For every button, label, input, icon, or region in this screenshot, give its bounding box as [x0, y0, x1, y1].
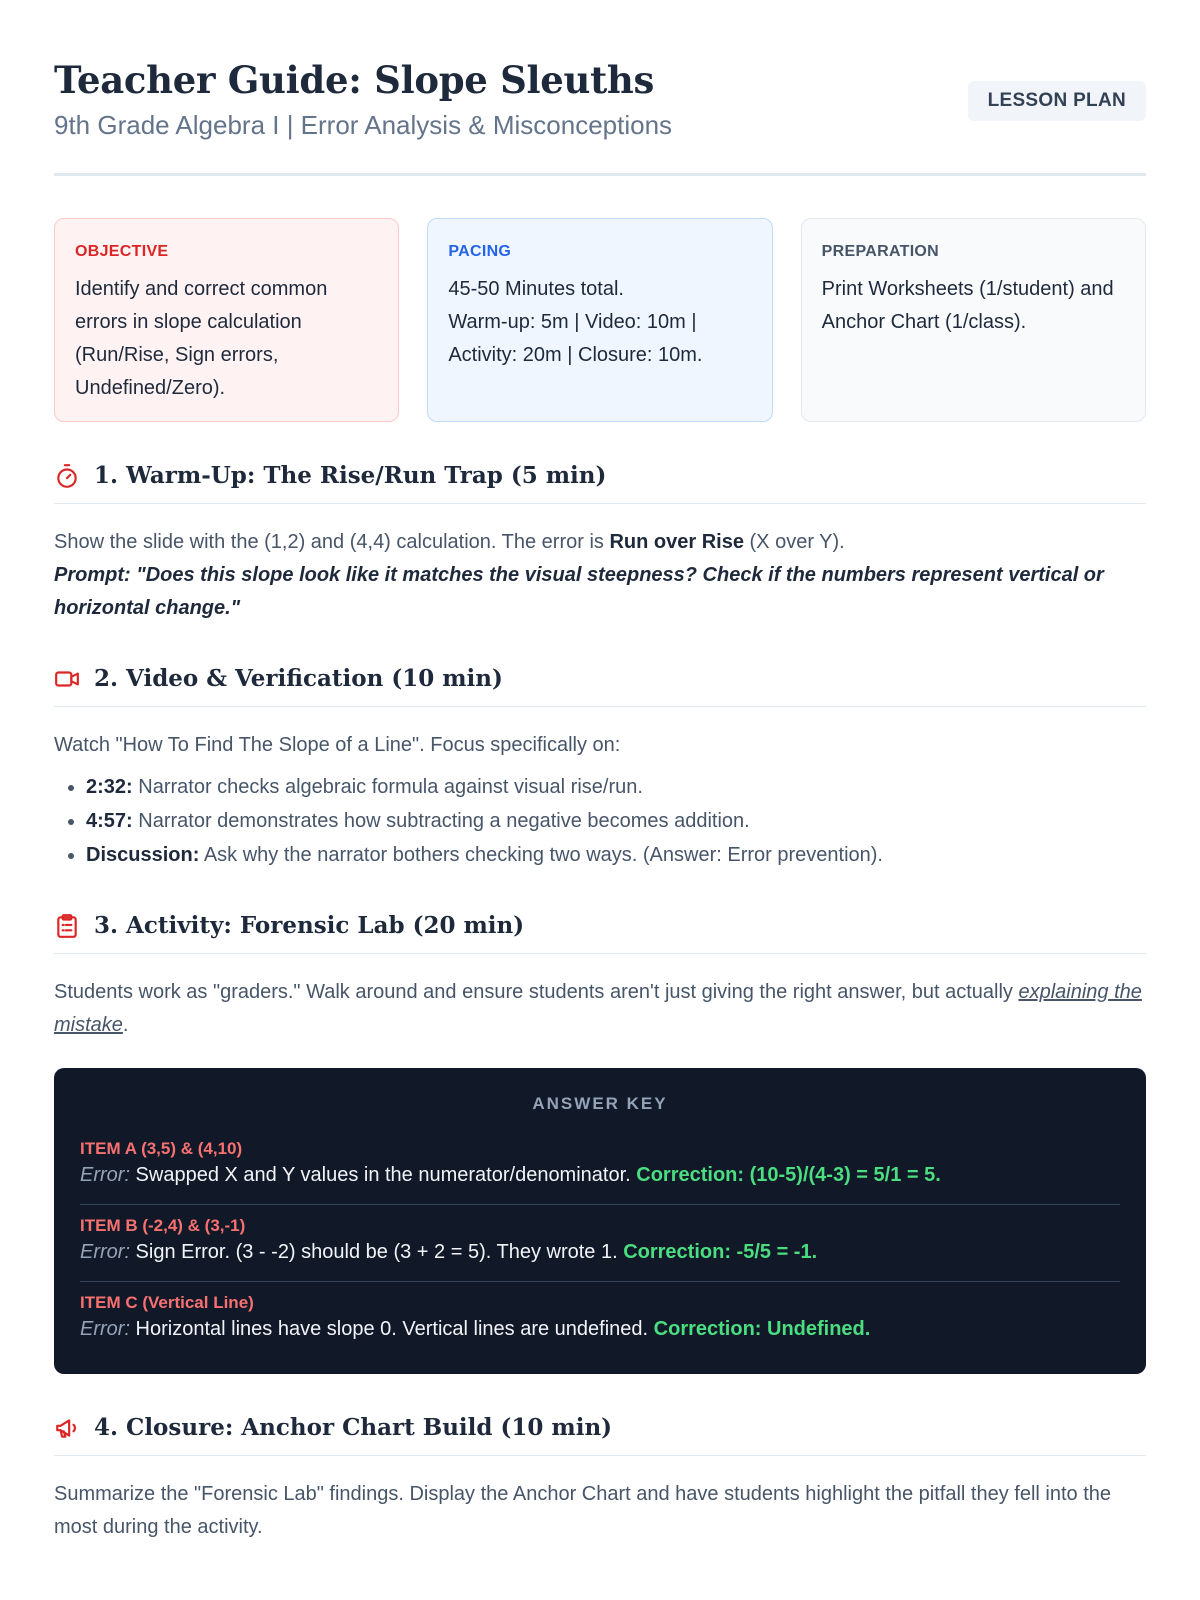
- point-lead: 2:32:: [86, 776, 133, 798]
- list-item: [86, 838, 1146, 872]
- closure-text: Summarize the "Forensic Lab" findings. Display the Anchor Chart and have students highlight the pitfall they fell into the most during the activity.: [54, 1483, 1112, 1538]
- page-subtitle: 9th Grade Algebra I | Error Analysis & Misconceptions: [54, 110, 673, 140]
- page-title: Teacher Guide: Slope Sleuths: [54, 58, 655, 102]
- closure-body: [54, 1478, 1146, 1544]
- page-header: [54, 0, 1146, 176]
- answer-key-item: [80, 1205, 1120, 1282]
- clipboard-icon: [54, 913, 80, 939]
- answer-key-item: [80, 1282, 1120, 1358]
- point-lead: Discussion:: [86, 844, 200, 866]
- point-lead: 4:57:: [86, 810, 133, 832]
- warmup-title: 1. Warm-Up: The Rise/Run Trap (5 min): [94, 462, 607, 489]
- warmup-text-after: (X over Y).: [743, 531, 845, 553]
- list-item: [86, 770, 1146, 804]
- answer-key-item-line: [80, 1314, 1120, 1344]
- lesson-plan-badge: LESSON PLAN: [968, 81, 1146, 121]
- activity-title: 3. Activity: Forensic Lab (20 min): [94, 912, 525, 939]
- objective-text: Identify and correct common errors in slope calculation (Run/Rise, Sign errors, Undefined/Zero).: [75, 278, 328, 399]
- preparation-label: PREPARATION: [821, 243, 940, 260]
- activity-body: [54, 976, 1146, 1042]
- error-text: Swapped X and Y values in the numerator/denominator.: [130, 1164, 637, 1186]
- pacing-label: PACING: [448, 243, 512, 260]
- error-prefix: Error:: [80, 1164, 130, 1186]
- activity-text: Students work as "graders." Walk around and ensure students aren't just giving the right answer, but actually: [54, 981, 1019, 1003]
- activity-emphasis: explaining the mistake: [54, 981, 1142, 1036]
- video-intro: Watch "How To Find The Slope of a Line". Focus specifically on:: [54, 734, 621, 756]
- point-text: Narrator checks algebraic formula against visual rise/run.: [132, 776, 643, 798]
- objective-label: OBJECTIVE: [75, 243, 169, 260]
- video-title: 2. Video & Verification (10 min): [94, 665, 503, 692]
- error-prefix: Error:: [80, 1241, 130, 1263]
- summary-cards: [54, 218, 1146, 422]
- video-camera-icon: [54, 666, 80, 692]
- preparation-card: [801, 218, 1146, 422]
- answer-key-item-label: ITEM B (-2,4) & (3,-1): [80, 1216, 246, 1235]
- warmup-body: [54, 526, 1146, 625]
- warmup-section-header: [54, 462, 1146, 504]
- answer-key-item-line: [80, 1160, 1120, 1190]
- warmup-prompt: Prompt: "Does this slope look like it matches the visual steepness? Check if the numbers represent vertical or horizontal change.": [54, 564, 1104, 619]
- megaphone-icon: [54, 1415, 80, 1441]
- point-text: Ask why the narrator bothers checking two ways. (Answer: Error prevention).: [199, 844, 883, 866]
- warmup-bold: Run over Rise: [609, 531, 744, 553]
- activity-section-header: [54, 912, 1146, 954]
- pacing-text: 45-50 Minutes total. Warm-up: 5m | Video: 10m | Activity: 20m | Closure: 10m.: [448, 278, 703, 366]
- correction-text: Correction: (10-5)/(4-3) = 5/1 = 5.: [636, 1164, 941, 1186]
- answer-key-panel: [54, 1068, 1146, 1374]
- answer-key-title: ANSWER KEY: [532, 1094, 668, 1113]
- timer-icon: [54, 463, 80, 489]
- closure-section-header: [54, 1414, 1146, 1456]
- warmup-text-before: Show the slide with the (1,2) and (4,4) calculation. The error is: [54, 531, 610, 553]
- point-text: Narrator demonstrates how subtracting a negative becomes addition.: [132, 810, 750, 832]
- answer-key-item-label: ITEM C (Vertical Line): [80, 1293, 254, 1312]
- preparation-text: Print Worksheets (1/student) and Anchor Chart (1/class).: [821, 278, 1114, 333]
- video-body: [54, 729, 1146, 872]
- video-section-header: [54, 665, 1146, 707]
- list-item: [86, 804, 1146, 838]
- activity-text-end: .: [122, 1014, 129, 1036]
- correction-text: Correction: Undefined.: [653, 1318, 871, 1340]
- answer-key-item-label: ITEM A (3,5) & (4,10): [80, 1139, 243, 1158]
- answer-key-item-line: [80, 1237, 1120, 1267]
- pacing-card: [427, 218, 772, 422]
- error-text: Sign Error. (3 - -2) should be (3 + 2 = 5). They wrote 1.: [130, 1241, 624, 1263]
- answer-key-item: [80, 1128, 1120, 1205]
- closure-title: 4. Closure: Anchor Chart Build (10 min): [94, 1414, 613, 1441]
- error-prefix: Error:: [80, 1318, 130, 1340]
- error-text: Horizontal lines have slope 0. Vertical lines are undefined.: [130, 1318, 654, 1340]
- video-points-list: [54, 770, 1146, 872]
- correction-text: Correction: -5/5 = -1.: [623, 1241, 818, 1263]
- objective-card: [54, 218, 399, 422]
